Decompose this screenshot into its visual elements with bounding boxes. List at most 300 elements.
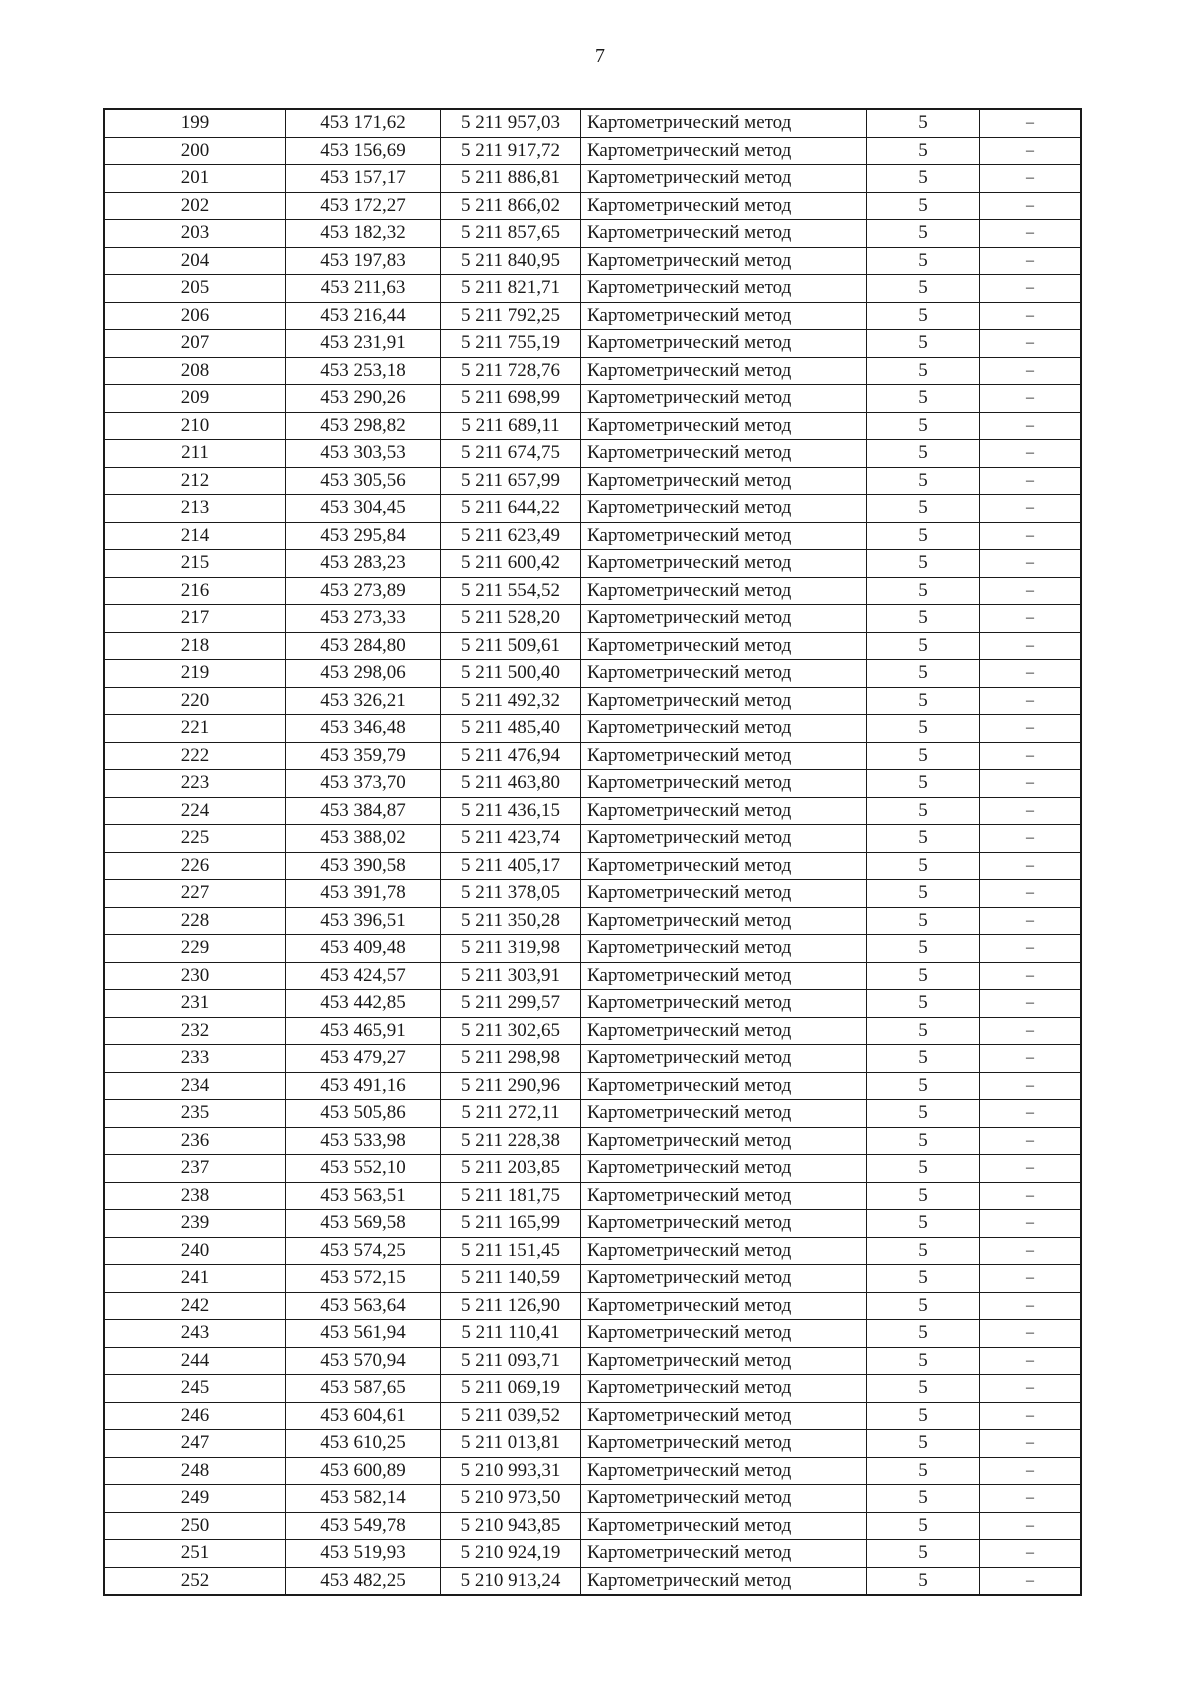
table-row: [104, 467, 1081, 495]
accuracy-cell: 5: [867, 1457, 980, 1485]
point-number-cell: 221: [104, 715, 286, 743]
point-number-cell: 204: [104, 247, 286, 275]
method-cell: Картометрический метод: [581, 1210, 867, 1238]
table-row: [104, 990, 1081, 1018]
description-cell: –: [980, 412, 1082, 440]
y-coordinate-cell: 5 211 755,19: [441, 330, 581, 358]
description-cell: –: [980, 357, 1082, 385]
table-row: [104, 1567, 1081, 1595]
description-cell: –: [980, 1237, 1082, 1265]
table-row: [104, 385, 1081, 413]
method-cell: Картометрический метод: [581, 742, 867, 770]
y-coordinate-cell: 5 211 840,95: [441, 247, 581, 275]
y-coordinate-cell: 5 211 272,11: [441, 1100, 581, 1128]
point-number-cell: 238: [104, 1182, 286, 1210]
accuracy-cell: 5: [867, 577, 980, 605]
table-row: [104, 165, 1081, 193]
x-coordinate-cell: 453 284,80: [286, 632, 441, 660]
point-number-cell: 205: [104, 275, 286, 303]
x-coordinate-cell: 453 570,94: [286, 1347, 441, 1375]
table-body: [104, 109, 1081, 1595]
table-row: [104, 357, 1081, 385]
x-coordinate-cell: 453 157,17: [286, 165, 441, 193]
x-coordinate-cell: 453 290,26: [286, 385, 441, 413]
description-cell: –: [980, 1155, 1082, 1183]
description-cell: –: [980, 1540, 1082, 1568]
y-coordinate-cell: 5 211 299,57: [441, 990, 581, 1018]
description-cell: –: [980, 1072, 1082, 1100]
x-coordinate-cell: 453 604,61: [286, 1402, 441, 1430]
point-number-cell: 225: [104, 825, 286, 853]
accuracy-cell: 5: [867, 440, 980, 468]
description-cell: –: [980, 1320, 1082, 1348]
table-row: [104, 550, 1081, 578]
description-cell: –: [980, 605, 1082, 633]
x-coordinate-cell: 453 424,57: [286, 962, 441, 990]
x-coordinate-cell: 453 197,83: [286, 247, 441, 275]
accuracy-cell: 5: [867, 935, 980, 963]
point-number-cell: 211: [104, 440, 286, 468]
method-cell: Картометрический метод: [581, 220, 867, 248]
accuracy-cell: 5: [867, 1127, 980, 1155]
y-coordinate-cell: 5 211 509,61: [441, 632, 581, 660]
method-cell: Картометрический метод: [581, 1292, 867, 1320]
point-number-cell: 202: [104, 192, 286, 220]
description-cell: –: [980, 1512, 1082, 1540]
y-coordinate-cell: 5 211 126,90: [441, 1292, 581, 1320]
table-row: [104, 715, 1081, 743]
point-number-cell: 248: [104, 1457, 286, 1485]
y-coordinate-cell: 5 211 866,02: [441, 192, 581, 220]
table-row: [104, 1512, 1081, 1540]
description-cell: –: [980, 495, 1082, 523]
description-cell: –: [980, 1485, 1082, 1513]
description-cell: –: [980, 577, 1082, 605]
point-number-cell: 215: [104, 550, 286, 578]
point-number-cell: 240: [104, 1237, 286, 1265]
accuracy-cell: 5: [867, 1210, 980, 1238]
y-coordinate-cell: 5 211 302,65: [441, 1017, 581, 1045]
table-row: [104, 1237, 1081, 1265]
table-row: [104, 962, 1081, 990]
accuracy-cell: 5: [867, 1100, 980, 1128]
method-cell: Картометрический метод: [581, 1017, 867, 1045]
method-cell: Картометрический метод: [581, 1540, 867, 1568]
table-row: [104, 275, 1081, 303]
point-number-cell: 246: [104, 1402, 286, 1430]
x-coordinate-cell: 453 283,23: [286, 550, 441, 578]
x-coordinate-cell: 453 409,48: [286, 935, 441, 963]
x-coordinate-cell: 453 298,06: [286, 660, 441, 688]
x-coordinate-cell: 453 549,78: [286, 1512, 441, 1540]
table-row: [104, 137, 1081, 165]
accuracy-cell: 5: [867, 302, 980, 330]
description-cell: –: [980, 302, 1082, 330]
table-row: [104, 1072, 1081, 1100]
y-coordinate-cell: 5 211 140,59: [441, 1265, 581, 1293]
point-number-cell: 207: [104, 330, 286, 358]
y-coordinate-cell: 5 211 689,11: [441, 412, 581, 440]
point-number-cell: 242: [104, 1292, 286, 1320]
y-coordinate-cell: 5 211 644,22: [441, 495, 581, 523]
table-row: [104, 1100, 1081, 1128]
x-coordinate-cell: 453 572,15: [286, 1265, 441, 1293]
table-row: [104, 1210, 1081, 1238]
point-number-cell: 247: [104, 1430, 286, 1458]
x-coordinate-cell: 453 326,21: [286, 687, 441, 715]
x-coordinate-cell: 453 390,58: [286, 852, 441, 880]
method-cell: Картометрический метод: [581, 247, 867, 275]
x-coordinate-cell: 453 273,89: [286, 577, 441, 605]
table-row: [104, 1045, 1081, 1073]
table-row: [104, 1402, 1081, 1430]
y-coordinate-cell: 5 211 500,40: [441, 660, 581, 688]
y-coordinate-cell: 5 211 857,65: [441, 220, 581, 248]
method-cell: Картометрический метод: [581, 1512, 867, 1540]
accuracy-cell: 5: [867, 1265, 980, 1293]
table-row: [104, 440, 1081, 468]
description-cell: –: [980, 935, 1082, 963]
point-number-cell: 237: [104, 1155, 286, 1183]
point-number-cell: 208: [104, 357, 286, 385]
point-number-cell: 245: [104, 1375, 286, 1403]
description-cell: –: [980, 220, 1082, 248]
method-cell: Картометрический метод: [581, 687, 867, 715]
x-coordinate-cell: 453 569,58: [286, 1210, 441, 1238]
method-cell: Картометрический метод: [581, 577, 867, 605]
y-coordinate-cell: 5 211 485,40: [441, 715, 581, 743]
x-coordinate-cell: 453 156,69: [286, 137, 441, 165]
accuracy-cell: 5: [867, 1320, 980, 1348]
accuracy-cell: 5: [867, 247, 980, 275]
x-coordinate-cell: 453 561,94: [286, 1320, 441, 1348]
table-row: [104, 302, 1081, 330]
point-number-cell: 218: [104, 632, 286, 660]
y-coordinate-cell: 5 211 600,42: [441, 550, 581, 578]
point-number-cell: 241: [104, 1265, 286, 1293]
description-cell: –: [980, 1100, 1082, 1128]
accuracy-cell: 5: [867, 412, 980, 440]
description-cell: –: [980, 1430, 1082, 1458]
accuracy-cell: 5: [867, 220, 980, 248]
description-cell: –: [980, 632, 1082, 660]
x-coordinate-cell: 453 216,44: [286, 302, 441, 330]
table-row: [104, 1155, 1081, 1183]
accuracy-cell: 5: [867, 1567, 980, 1595]
description-cell: –: [980, 687, 1082, 715]
x-coordinate-cell: 453 563,51: [286, 1182, 441, 1210]
accuracy-cell: 5: [867, 165, 980, 193]
table-row: [104, 742, 1081, 770]
x-coordinate-cell: 453 491,16: [286, 1072, 441, 1100]
description-cell: –: [980, 1457, 1082, 1485]
page-number: 7: [595, 45, 605, 67]
accuracy-cell: 5: [867, 1017, 980, 1045]
y-coordinate-cell: 5 210 943,85: [441, 1512, 581, 1540]
description-cell: –: [980, 770, 1082, 798]
y-coordinate-cell: 5 210 913,24: [441, 1567, 581, 1595]
table-row: [104, 247, 1081, 275]
accuracy-cell: 5: [867, 825, 980, 853]
method-cell: Картометрический метод: [581, 1237, 867, 1265]
y-coordinate-cell: 5 211 476,94: [441, 742, 581, 770]
description-cell: –: [980, 1292, 1082, 1320]
description-cell: –: [980, 137, 1082, 165]
point-number-cell: 220: [104, 687, 286, 715]
method-cell: Картометрический метод: [581, 880, 867, 908]
point-number-cell: 201: [104, 165, 286, 193]
point-number-cell: 229: [104, 935, 286, 963]
x-coordinate-cell: 453 273,33: [286, 605, 441, 633]
accuracy-cell: 5: [867, 907, 980, 935]
accuracy-cell: 5: [867, 852, 980, 880]
accuracy-cell: 5: [867, 632, 980, 660]
method-cell: Картометрический метод: [581, 467, 867, 495]
method-cell: Картометрический метод: [581, 1155, 867, 1183]
table-row: [104, 935, 1081, 963]
description-cell: –: [980, 165, 1082, 193]
table-row: [104, 797, 1081, 825]
x-coordinate-cell: 453 373,70: [286, 770, 441, 798]
point-number-cell: 216: [104, 577, 286, 605]
accuracy-cell: 5: [867, 1237, 980, 1265]
description-cell: –: [980, 550, 1082, 578]
y-coordinate-cell: 5 211 698,99: [441, 385, 581, 413]
y-coordinate-cell: 5 211 298,98: [441, 1045, 581, 1073]
table-row: [104, 192, 1081, 220]
x-coordinate-cell: 453 563,64: [286, 1292, 441, 1320]
table-row: [104, 1320, 1081, 1348]
method-cell: Картометрический метод: [581, 990, 867, 1018]
description-cell: –: [980, 1567, 1082, 1595]
accuracy-cell: 5: [867, 1430, 980, 1458]
point-number-cell: 239: [104, 1210, 286, 1238]
point-number-cell: 233: [104, 1045, 286, 1073]
x-coordinate-cell: 453 171,62: [286, 109, 441, 137]
point-number-cell: 231: [104, 990, 286, 1018]
accuracy-cell: 5: [867, 1072, 980, 1100]
point-number-cell: 226: [104, 852, 286, 880]
description-cell: –: [980, 1182, 1082, 1210]
table-row: [104, 880, 1081, 908]
y-coordinate-cell: 5 211 792,25: [441, 302, 581, 330]
description-cell: –: [980, 880, 1082, 908]
point-number-cell: 230: [104, 962, 286, 990]
accuracy-cell: 5: [867, 797, 980, 825]
description-cell: –: [980, 109, 1082, 137]
method-cell: Картометрический метод: [581, 550, 867, 578]
accuracy-cell: 5: [867, 522, 980, 550]
accuracy-cell: 5: [867, 1485, 980, 1513]
description-cell: –: [980, 330, 1082, 358]
y-coordinate-cell: 5 211 436,15: [441, 797, 581, 825]
x-coordinate-cell: 453 574,25: [286, 1237, 441, 1265]
point-number-cell: 210: [104, 412, 286, 440]
x-coordinate-cell: 453 384,87: [286, 797, 441, 825]
point-number-cell: 243: [104, 1320, 286, 1348]
y-coordinate-cell: 5 211 728,76: [441, 357, 581, 385]
x-coordinate-cell: 453 305,56: [286, 467, 441, 495]
method-cell: Картометрический метод: [581, 660, 867, 688]
accuracy-cell: 5: [867, 1045, 980, 1073]
accuracy-cell: 5: [867, 715, 980, 743]
table-row: [104, 605, 1081, 633]
y-coordinate-cell: 5 211 623,49: [441, 522, 581, 550]
x-coordinate-cell: 453 479,27: [286, 1045, 441, 1073]
point-number-cell: 244: [104, 1347, 286, 1375]
description-cell: –: [980, 192, 1082, 220]
accuracy-cell: 5: [867, 1375, 980, 1403]
point-number-cell: 232: [104, 1017, 286, 1045]
table-row: [104, 1017, 1081, 1045]
table-row: [104, 1457, 1081, 1485]
y-coordinate-cell: 5 211 423,74: [441, 825, 581, 853]
y-coordinate-cell: 5 211 181,75: [441, 1182, 581, 1210]
description-cell: –: [980, 1017, 1082, 1045]
description-cell: –: [980, 660, 1082, 688]
y-coordinate-cell: 5 211 151,45: [441, 1237, 581, 1265]
y-coordinate-cell: 5 211 674,75: [441, 440, 581, 468]
method-cell: Картометрический метод: [581, 1347, 867, 1375]
method-cell: Картометрический метод: [581, 1485, 867, 1513]
method-cell: Картометрический метод: [581, 852, 867, 880]
method-cell: Картометрический метод: [581, 495, 867, 523]
y-coordinate-cell: 5 211 039,52: [441, 1402, 581, 1430]
description-cell: –: [980, 907, 1082, 935]
description-cell: –: [980, 990, 1082, 1018]
method-cell: Картометрический метод: [581, 1182, 867, 1210]
x-coordinate-cell: 453 346,48: [286, 715, 441, 743]
point-number-cell: 236: [104, 1127, 286, 1155]
y-coordinate-cell: 5 210 993,31: [441, 1457, 581, 1485]
method-cell: Картометрический метод: [581, 1265, 867, 1293]
accuracy-cell: 5: [867, 137, 980, 165]
point-number-cell: 251: [104, 1540, 286, 1568]
table-row: [104, 1485, 1081, 1513]
table-row: [104, 770, 1081, 798]
method-cell: Картометрический метод: [581, 1320, 867, 1348]
method-cell: Картометрический метод: [581, 715, 867, 743]
method-cell: Картометрический метод: [581, 412, 867, 440]
table-row: [104, 330, 1081, 358]
x-coordinate-cell: 453 610,25: [286, 1430, 441, 1458]
table-row: [104, 220, 1081, 248]
y-coordinate-cell: 5 211 069,19: [441, 1375, 581, 1403]
method-cell: Картометрический метод: [581, 1430, 867, 1458]
accuracy-cell: 5: [867, 990, 980, 1018]
accuracy-cell: 5: [867, 550, 980, 578]
y-coordinate-cell: 5 211 203,85: [441, 1155, 581, 1183]
point-number-cell: 235: [104, 1100, 286, 1128]
method-cell: Картометрический метод: [581, 1100, 867, 1128]
table-row: [104, 660, 1081, 688]
point-number-cell: 199: [104, 109, 286, 137]
accuracy-cell: 5: [867, 385, 980, 413]
x-coordinate-cell: 453 211,63: [286, 275, 441, 303]
description-cell: –: [980, 825, 1082, 853]
method-cell: Картометрический метод: [581, 385, 867, 413]
accuracy-cell: 5: [867, 962, 980, 990]
x-coordinate-cell: 453 552,10: [286, 1155, 441, 1183]
method-cell: Картометрический метод: [581, 1045, 867, 1073]
x-coordinate-cell: 453 582,14: [286, 1485, 441, 1513]
y-coordinate-cell: 5 210 924,19: [441, 1540, 581, 1568]
table-row: [104, 109, 1081, 137]
x-coordinate-cell: 453 505,86: [286, 1100, 441, 1128]
accuracy-cell: 5: [867, 1512, 980, 1540]
x-coordinate-cell: 453 465,91: [286, 1017, 441, 1045]
x-coordinate-cell: 453 298,82: [286, 412, 441, 440]
method-cell: Картометрический метод: [581, 302, 867, 330]
x-coordinate-cell: 453 231,91: [286, 330, 441, 358]
accuracy-cell: 5: [867, 357, 980, 385]
accuracy-cell: 5: [867, 1182, 980, 1210]
x-coordinate-cell: 453 442,85: [286, 990, 441, 1018]
accuracy-cell: 5: [867, 1292, 980, 1320]
table-row: [104, 1292, 1081, 1320]
description-cell: –: [980, 742, 1082, 770]
method-cell: Картометрический метод: [581, 1072, 867, 1100]
x-coordinate-cell: 453 359,79: [286, 742, 441, 770]
y-coordinate-cell: 5 211 110,41: [441, 1320, 581, 1348]
table-row: [104, 825, 1081, 853]
method-cell: Картометрический метод: [581, 137, 867, 165]
accuracy-cell: 5: [867, 1155, 980, 1183]
method-cell: Картометрический метод: [581, 1567, 867, 1595]
method-cell: Картометрический метод: [581, 357, 867, 385]
table-row: [104, 1265, 1081, 1293]
y-coordinate-cell: 5 211 319,98: [441, 935, 581, 963]
description-cell: –: [980, 715, 1082, 743]
accuracy-cell: 5: [867, 742, 980, 770]
point-number-cell: 234: [104, 1072, 286, 1100]
y-coordinate-cell: 5 211 657,99: [441, 467, 581, 495]
point-number-cell: 250: [104, 1512, 286, 1540]
point-number-cell: 224: [104, 797, 286, 825]
y-coordinate-cell: 5 211 957,03: [441, 109, 581, 137]
table-row: [104, 1375, 1081, 1403]
description-cell: –: [980, 1210, 1082, 1238]
description-cell: –: [980, 467, 1082, 495]
method-cell: Картометрический метод: [581, 797, 867, 825]
point-number-cell: 212: [104, 467, 286, 495]
y-coordinate-cell: 5 211 554,52: [441, 577, 581, 605]
description-cell: –: [980, 1402, 1082, 1430]
point-number-cell: 227: [104, 880, 286, 908]
description-cell: –: [980, 797, 1082, 825]
method-cell: Картометрический метод: [581, 109, 867, 137]
point-number-cell: 217: [104, 605, 286, 633]
y-coordinate-cell: 5 211 290,96: [441, 1072, 581, 1100]
y-coordinate-cell: 5 211 528,20: [441, 605, 581, 633]
accuracy-cell: 5: [867, 495, 980, 523]
accuracy-cell: 5: [867, 330, 980, 358]
point-number-cell: 219: [104, 660, 286, 688]
description-cell: –: [980, 522, 1082, 550]
method-cell: Картометрический метод: [581, 1127, 867, 1155]
point-number-cell: 209: [104, 385, 286, 413]
description-cell: –: [980, 385, 1082, 413]
method-cell: Картометрический метод: [581, 962, 867, 990]
y-coordinate-cell: 5 211 917,72: [441, 137, 581, 165]
accuracy-cell: 5: [867, 1402, 980, 1430]
table-row: [104, 577, 1081, 605]
description-cell: –: [980, 1375, 1082, 1403]
x-coordinate-cell: 453 303,53: [286, 440, 441, 468]
description-cell: –: [980, 1347, 1082, 1375]
x-coordinate-cell: 453 304,45: [286, 495, 441, 523]
y-coordinate-cell: 5 211 886,81: [441, 165, 581, 193]
